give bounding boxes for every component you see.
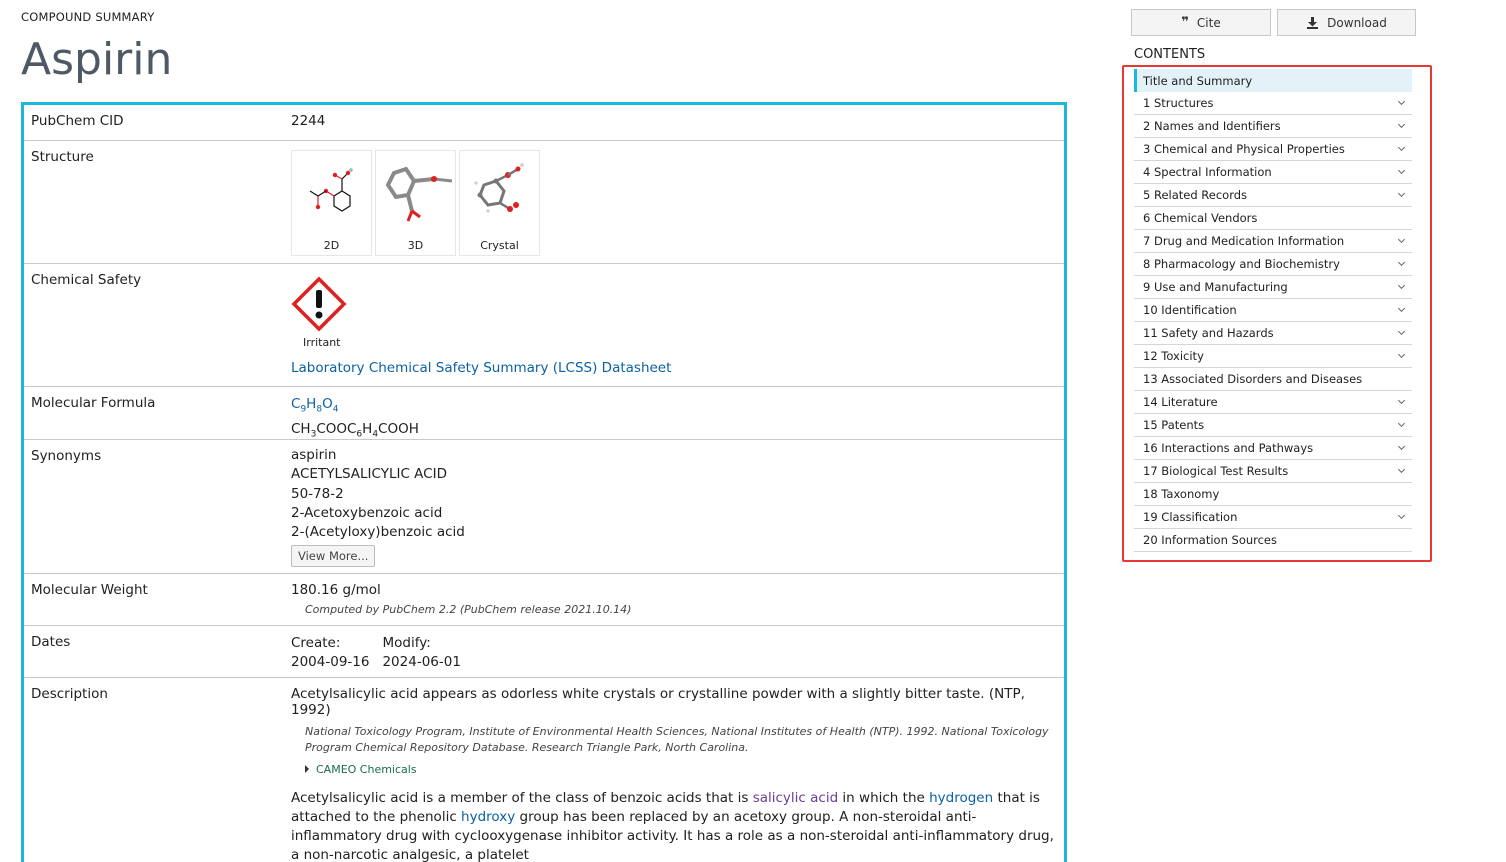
toc-item-label: 6 Chemical Vendors xyxy=(1143,211,1258,225)
row-dates xyxy=(24,626,1064,678)
cameo-source-toggle[interactable]: CAMEO Chemicals xyxy=(305,763,1058,776)
thumb-caption: 2D xyxy=(323,239,340,252)
chevron-down-icon[interactable] xyxy=(1398,328,1405,335)
structure-2d-thumb[interactable] xyxy=(291,150,372,256)
molecule-crystal-icon xyxy=(466,159,534,235)
summary-table xyxy=(21,102,1067,862)
toc-item[interactable] xyxy=(1134,368,1412,391)
weight-computed-note: Computed by PubChem 2.2 (PubChem release 2021.10.14) xyxy=(305,603,632,616)
row-label: Molecular Weight xyxy=(31,582,148,598)
toc-item[interactable] xyxy=(1134,414,1412,437)
contents-heading: CONTENTS xyxy=(1134,47,1206,62)
toc-item-label: 18 Taxonomy xyxy=(1143,487,1220,501)
toc-item[interactable] xyxy=(1134,115,1412,138)
molecule-2d-icon xyxy=(298,159,366,235)
synonym-item: ACETYLSALICYLIC ACID xyxy=(291,466,447,483)
thumb-caption: 3D xyxy=(407,239,424,252)
toc-item[interactable] xyxy=(1134,253,1412,276)
chevron-down-icon[interactable] xyxy=(1398,351,1405,358)
synonym-item: 50-78-2 xyxy=(291,485,344,502)
page-kicker: COMPOUND SUMMARY xyxy=(21,10,155,24)
cid-value: 2244 xyxy=(291,113,326,129)
toc-item[interactable] xyxy=(1134,437,1412,460)
toc-item[interactable] xyxy=(1134,483,1412,506)
download-icon xyxy=(1306,16,1319,29)
molecule-3d-icon xyxy=(382,159,454,235)
toc-item[interactable] xyxy=(1134,299,1412,322)
row-molecular-weight xyxy=(24,574,1064,626)
toc-item[interactable] xyxy=(1134,391,1412,414)
row-label: PubChem CID xyxy=(31,113,124,129)
page-title: Aspirin xyxy=(21,34,173,85)
row-structure xyxy=(24,141,1064,264)
row-label: Dates xyxy=(31,634,71,650)
toc-item-label: 19 Classification xyxy=(1143,510,1238,524)
chevron-down-icon[interactable] xyxy=(1398,466,1405,473)
row-chemical-safety xyxy=(24,264,1064,387)
toc-item-label: 17 Biological Test Results xyxy=(1143,464,1289,478)
structure-crystal-thumb[interactable] xyxy=(459,150,540,256)
row-synonyms xyxy=(24,440,1064,574)
toc-item-label: 7 Drug and Medication Information xyxy=(1143,234,1345,248)
row-label: Molecular Formula xyxy=(31,395,156,411)
download-button[interactable]: Download xyxy=(1277,9,1416,36)
thumb-caption: Crystal xyxy=(480,239,519,252)
caret-right-icon xyxy=(305,765,309,773)
chevron-down-icon[interactable] xyxy=(1398,443,1405,450)
chevron-down-icon[interactable] xyxy=(1398,512,1405,519)
toc-item-label: 5 Related Records xyxy=(1143,188,1248,202)
chevron-down-icon[interactable] xyxy=(1398,282,1405,289)
synonym-item: 2-(Acetyloxy)benzoic acid xyxy=(291,524,465,541)
lcss-datasheet-link[interactable]: Laboratory Chemical Safety Summary (LCSS) Datasheet xyxy=(291,360,672,376)
toc-item[interactable] xyxy=(1134,230,1412,253)
toc-item[interactable] xyxy=(1134,92,1412,115)
row-molecular-formula xyxy=(24,387,1064,440)
weight-value: 180.16 g/mol xyxy=(291,582,381,598)
toc-item[interactable] xyxy=(1134,138,1412,161)
toc-item[interactable] xyxy=(1134,276,1412,299)
description-text: Acetylsalicylic acid appears as odorless white crystals or crystalline powder with a slightly bitter taste. (NTP, 1992) xyxy=(291,686,1025,718)
toc-item-label: Title and Summary xyxy=(1143,73,1253,88)
toc-item-label: 4 Spectral Information xyxy=(1143,165,1272,179)
chevron-down-icon[interactable] xyxy=(1398,420,1405,427)
toc-item-label: 16 Interactions and Pathways xyxy=(1143,441,1314,455)
create-date: 2004-09-16 xyxy=(291,654,370,670)
hydroxy-link[interactable]: hydroxy xyxy=(461,809,516,825)
toc-item[interactable] xyxy=(1134,529,1412,552)
toc-item[interactable] xyxy=(1134,345,1412,368)
toc-item-label: 20 Information Sources xyxy=(1143,533,1278,547)
chevron-down-icon[interactable] xyxy=(1398,144,1405,151)
row-label: Structure xyxy=(31,149,94,165)
row-label: Description xyxy=(31,686,108,702)
toc-item-label: 11 Safety and Hazards xyxy=(1143,326,1274,340)
toc-item[interactable] xyxy=(1134,460,1412,483)
table-of-contents xyxy=(1122,65,1432,562)
toc-item-label: 10 Identification xyxy=(1143,303,1237,317)
quote-icon: ❞ xyxy=(1181,15,1189,30)
toc-item-label: 8 Pharmacology and Biochemistry xyxy=(1143,257,1340,271)
row-label: Chemical Safety xyxy=(31,272,142,288)
hydrogen-link[interactable]: hydrogen xyxy=(929,790,994,806)
chevron-down-icon[interactable] xyxy=(1398,397,1405,404)
chevron-down-icon[interactable] xyxy=(1398,259,1405,266)
toc-item[interactable] xyxy=(1134,207,1412,230)
row-cid xyxy=(24,105,1064,141)
view-more-button[interactable]: View More... xyxy=(291,545,375,567)
structure-3d-thumb[interactable] xyxy=(375,150,456,256)
modify-label: Modify: xyxy=(382,635,431,651)
chevron-down-icon[interactable] xyxy=(1398,167,1405,174)
toc-item-label: 3 Chemical and Physical Properties xyxy=(1143,142,1345,156)
synonym-item: 2-Acetoxybenzoic acid xyxy=(291,504,443,521)
row-description xyxy=(24,678,1064,862)
toc-item-label: 1 Structures xyxy=(1143,96,1214,110)
description-paragraph: Acetylsalicylic acid is a member of the class of benzoic acids that is salicylic acid in which the hydrogen that is attached to the phenolic hydroxy group has been replaced by an acetoxy group. A non-steroidal anti-inflammatory drug with cyclooxygenase inhibitor activity. It has a role as a non-steroidal anti-inflammatory drug, a non-narcotic analgesic, a platelet xyxy=(291,790,1054,862)
create-label: Create: xyxy=(291,635,341,651)
toc-item[interactable] xyxy=(1134,322,1412,345)
toc-item-label: 2 Names and Identifiers xyxy=(1143,119,1281,133)
toc-item-label: 12 Toxicity xyxy=(1143,349,1204,363)
synonym-item: aspirin xyxy=(291,447,337,463)
toc-item-label: 15 Patents xyxy=(1143,418,1205,432)
toc-item[interactable] xyxy=(1134,69,1412,92)
pictogram-caption: Irritant xyxy=(303,336,341,349)
chevron-down-icon[interactable] xyxy=(1398,236,1405,243)
row-label: Synonyms xyxy=(31,448,102,464)
description-citation: National Toxicology Program, Institute of Environmental Health Sciences, National Institutes of Health (NTP). 1992. National Toxicology Program Chemical Repository Database. Research Triangle Park, North Carolina. xyxy=(305,725,1049,754)
toc-item[interactable] xyxy=(1134,184,1412,207)
chevron-down-icon[interactable] xyxy=(1398,305,1405,312)
formula-link[interactable]: $C_9H_8O_4$ xyxy=(291,396,339,415)
toc-item[interactable] xyxy=(1134,161,1412,184)
toc-item-label: 9 Use and Manufacturing xyxy=(1143,280,1288,294)
toc-item-label: 13 Associated Disorders and Diseases xyxy=(1143,372,1363,386)
chevron-down-icon[interactable] xyxy=(1398,121,1405,128)
toc-item-label: 14 Literature xyxy=(1143,395,1218,409)
toc-item[interactable] xyxy=(1134,506,1412,529)
formula-condensed: $CH_3COOC_6H_4COOH$ xyxy=(291,420,419,440)
exclamation-hazard-icon[interactable] xyxy=(291,276,347,332)
chevron-down-icon[interactable] xyxy=(1398,190,1405,197)
chevron-down-icon[interactable] xyxy=(1398,98,1405,105)
modify-date: 2024-06-01 xyxy=(382,654,461,670)
salicylic-acid-link[interactable]: salicylic acid xyxy=(752,790,839,806)
cite-button[interactable]: ❞ Cite xyxy=(1131,9,1271,36)
